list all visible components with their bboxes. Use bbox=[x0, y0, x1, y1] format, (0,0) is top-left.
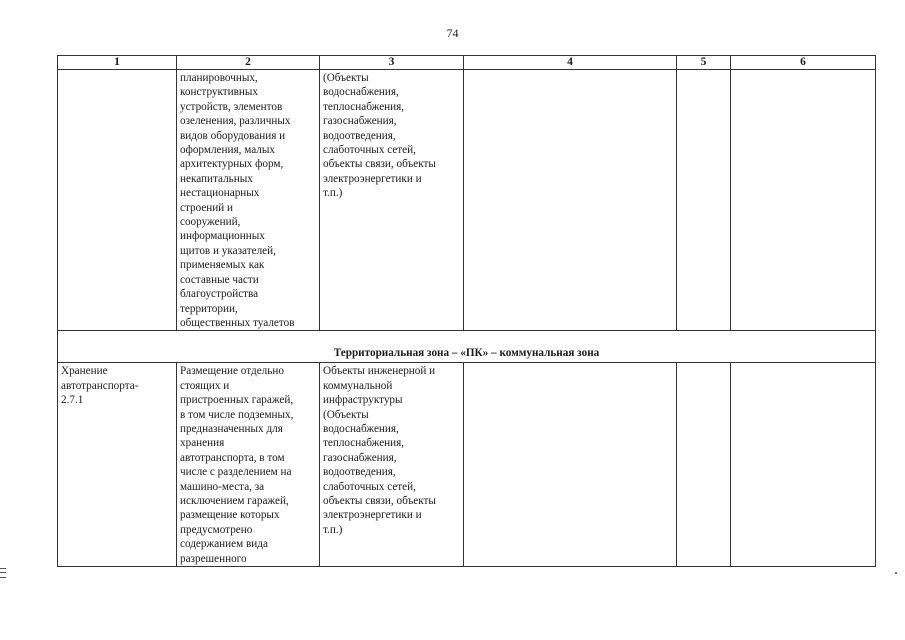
column-header-4: 4 bbox=[464, 56, 677, 70]
continuation-col6-cell bbox=[731, 70, 876, 331]
regulations-table bbox=[57, 55, 876, 567]
continuation-facilities-cell: (Объекты водоснабжения, теплоснабжения, газоснабжения, водоотведения, слаботочных сетей, объекты связи, объекты электроэнергетики и т.п.) bbox=[320, 70, 464, 331]
table-row bbox=[58, 70, 876, 331]
page-number: 74 bbox=[446, 26, 459, 40]
table-row bbox=[58, 363, 876, 567]
storage-parameters-cell bbox=[464, 363, 677, 567]
storage-facilities-cell: Объекты инженерной и коммунальной инфраструктуры (Объекты водоснабжения, теплоснабжения, газоснабжения, водоотведения, слаботочных сетей, объекты связи, объекты электроэнергетики и т.п.) bbox=[320, 363, 464, 567]
column-header-1: 1 bbox=[58, 56, 177, 70]
storage-use-description-cell: Размещение отдельно стоящих и пристроенных гаражей, в том числе подземных, предназначенных для хранения автотранспорта, в том числе с разделением на машино-места, за исключением гаражей, размещение которых предусмотрено содержанием вида разрешенного bbox=[177, 363, 320, 567]
continuation-parameters-cell bbox=[464, 70, 677, 331]
column-header-3: 3 bbox=[320, 56, 464, 70]
continuation-use-name-cell bbox=[58, 70, 177, 331]
table-header-row bbox=[58, 56, 876, 70]
scan-edge-tick bbox=[895, 572, 897, 574]
storage-use-name-cell: Хранение автотранспорта- 2.7.1 bbox=[58, 363, 177, 567]
scan-edge-mark bbox=[0, 568, 6, 578]
continuation-col5-cell bbox=[677, 70, 731, 331]
zone-heading: Территориальная зона – «ПК» – коммунальная зона bbox=[58, 331, 876, 363]
storage-col6-cell bbox=[731, 363, 876, 567]
column-header-2: 2 bbox=[177, 56, 320, 70]
storage-col5-cell bbox=[677, 363, 731, 567]
continuation-use-description-cell: планировочных, конструктивных устройств, элементов озеленения, различных видов оборудования и оформления, малых архитектурных форм, некапитальных нестационарных строений и сооружений, информационных щитов и указателей, применяемых как составные части благоустройства территории, общественных туалетов bbox=[177, 70, 320, 331]
column-header-6: 6 bbox=[731, 56, 876, 70]
zone-heading-row bbox=[58, 331, 876, 363]
column-header-5: 5 bbox=[677, 56, 731, 70]
